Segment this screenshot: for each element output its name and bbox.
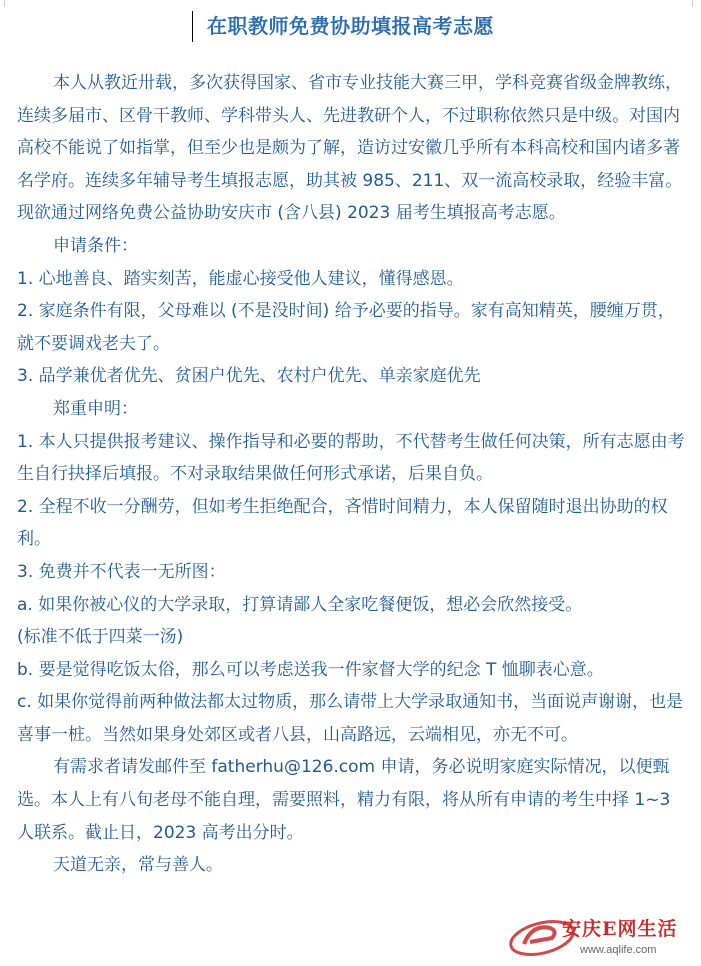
condition-item: 1. 心地善良、踏实刻苦，能虚心接受他人建议，懂得感恩。 [17,268,464,289]
statement-sub-a: a. 如果你被心仪的大学录取，打算请鄙人全家吃餐便饭，想必会欣然接受。 [17,594,583,615]
contact-paragraph: 有需求者请发邮件至 fatherhu@126.com 申请，务必说明家庭实际情况，以便甄选。本人上有八旬老母不能自理，需要照料，精力有限，将从所有申请的考生中择 1~3 人联系。截止日，2023 高考出分时。 [17,757,671,843]
document-body [17,67,687,882]
statement-sub-a-note: (标准不低于四菜一汤) [17,627,184,648]
statement-heading: 郑重申明： [53,398,138,419]
statement-item: 2. 全程不收一分酬劳，但如考生拒绝配合，吝惜时间精力，本人保留随时退出协助的权利。 [17,496,668,550]
statement-sub-b: b. 要是觉得吃饭太俗，那么可以考虑送我一件家督大学的纪念 T 恤聊表心意。 [17,659,604,680]
site-watermark [502,906,701,966]
statement-sub-c: c. 如果你觉得前两种做法都太过物质，那么请带上大学录取通知书，当面说声谢谢，也是喜事一桩。当然如果身处郊区或者八县，山高路远，云端相见，亦无不可。 [17,692,684,745]
statement-item: 3. 免费并不代表一无所图： [17,561,226,582]
page-top-edge [0,0,701,8]
condition-item: 3. 品学兼优者优先、贫困户优先、农村户优先、单亲家庭优先 [17,366,481,387]
page-title: 在职教师免费协助填报高考志愿 [207,14,494,38]
condition-item: 2. 家庭条件有限，父母难以 (不是没时间) 给予必要的指导。家有高知精英，腰缠万贯，就不要调戏老夫了。 [17,301,675,354]
intro-paragraph: 本人从教近卅载，多次获得国家、省市专业技能大赛三甲，学科竞赛省级金牌教练，连续多届市、区骨干教师、学科带头人、先进教研个人，不过职称依然只是中级。对国内高校不能说了如指掌，但至少也是颇为了解，造访过安徽几乎所有本科高校和国内诸多著名学府。连续多年辅导考生填报志愿，助其被 985、211、双一流高校录取，经验丰富。现欲通过网络免费公益协助安庆市 (含八县) 2023 届考生填报高考志愿。 [17,73,683,224]
watermark-url: www.aqlife.com [580,944,657,956]
watermark-site-name: 安庆E网生活 [562,918,678,940]
page-corner-mark [692,0,693,7]
page-corner-mark [4,0,5,7]
conditions-heading: 申请条件： [53,235,138,256]
closing-line: 天道无亲，常与善人。 [53,855,223,876]
statement-item: 1. 本人只提供报考建议、操作指导和必要的帮助，不代替考生做任何决策，所有志愿由考生自行抉择后填报。不对录取结果做任何形式承诺，后果自负。 [17,431,685,485]
